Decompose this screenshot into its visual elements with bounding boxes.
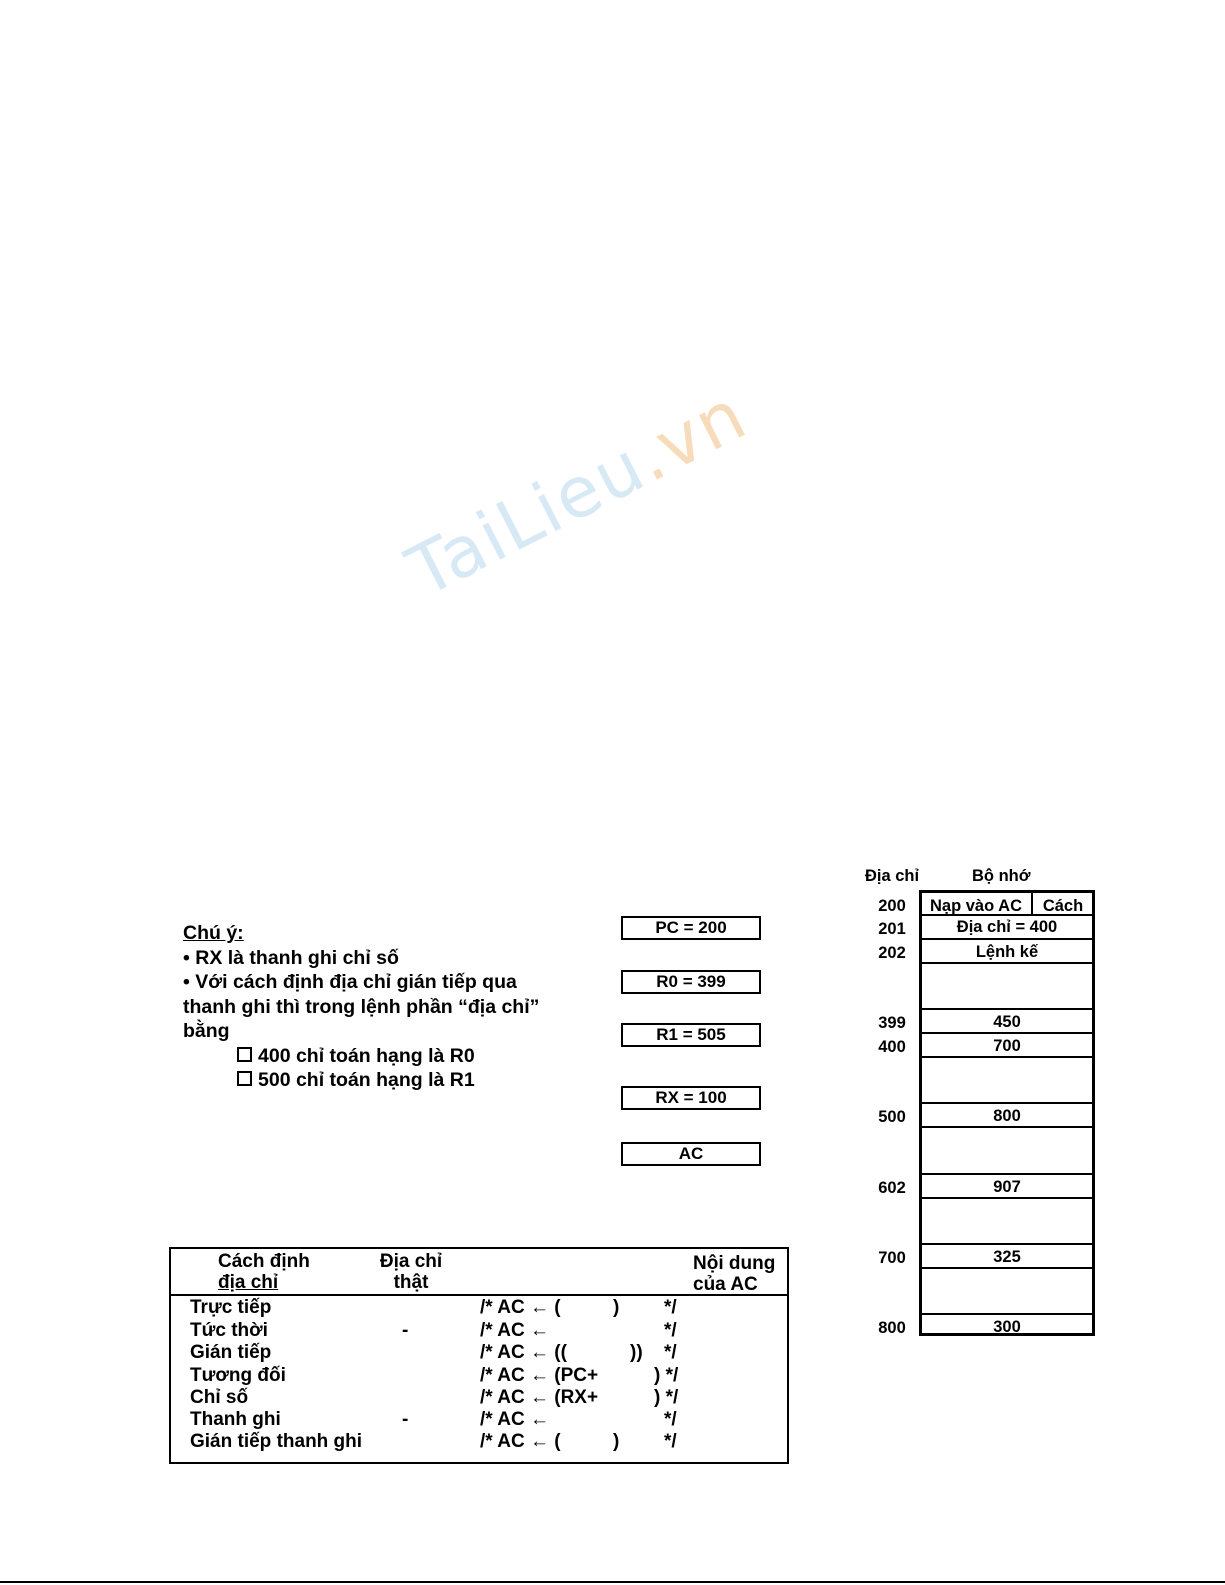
checkbox-square-icon [237,1071,252,1086]
table-row-close: ) [613,1431,620,1452]
header-content-line-2: của AC [693,1274,758,1295]
table-row-real: - [402,1409,409,1430]
memory-cell-mode: Cách [1042,897,1084,915]
memory-divider [919,1243,1095,1245]
memory-split-divider [1031,891,1033,915]
header-real-line-2: thật [393,1272,429,1293]
memory-address: 800 [878,1319,906,1337]
header-real-address [375,1251,447,1293]
register-pc: PC = 200 [621,916,761,940]
memory-address: 602 [878,1179,906,1197]
note-item-1-text: 400 chỉ toán hạng là R0 [258,1044,475,1067]
note-block [183,921,603,1093]
memory-divider [919,1126,1095,1128]
table-row-mode: Thanh ghi [190,1409,281,1430]
table-row-end: */ [664,1297,677,1318]
table-row-end: */ [664,1409,677,1430]
table-row-expr: /* AC ← (PC+ [480,1365,599,1386]
table-row-mode: Chỉ số [190,1387,249,1408]
memory-cell-value: 300 [993,1318,1021,1336]
memory-divider [919,1102,1095,1104]
table-row-expr: /* AC ← (RX+ [480,1387,599,1408]
memory-divider [919,1032,1095,1034]
memory-content-header: Bộ nhớ [972,867,1031,885]
header-mode-line-1: Cách định [218,1251,310,1272]
note-item-2 [183,1068,603,1093]
page-bottom-rule [0,1581,1225,1583]
table-row-expr: /* AC ← ( [480,1297,561,1318]
table-row-mode: Tức thời [190,1320,268,1341]
memory-cell-value: 800 [993,1107,1021,1125]
memory-address-header: Địa chỉ [865,867,920,885]
table-row-close: )) [630,1342,643,1363]
table-row-end: ) */ [654,1387,679,1408]
memory-cell-value: 450 [993,1013,1021,1031]
memory-address: 400 [878,1038,906,1056]
table-row-expr: /* AC ← [480,1409,549,1430]
checkbox-square-icon [237,1047,252,1062]
memory-divider [919,1056,1095,1058]
note-line-1: • RX là thanh ghi chỉ số [183,946,399,969]
note-line-2: • Với cách định địa chỉ gián tiếp qua [183,971,517,993]
table-row-end: ) */ [654,1365,679,1386]
table-row-end: */ [664,1431,677,1452]
memory-divider [919,938,1095,940]
memory-cell-value: 325 [993,1248,1021,1266]
register-r1: R1 = 505 [621,1023,761,1047]
table-row-expr: /* AC ← [480,1320,549,1341]
watermark-suffix: .vn [620,373,760,499]
note-title: Chú ý: [183,922,244,944]
memory-address: 202 [878,944,906,962]
table-row-expr: /* AC ← (( [480,1342,567,1363]
register-ac: AC [621,1142,761,1166]
note-line-4: bằng [183,1020,230,1042]
memory-divider [919,1173,1095,1175]
memory-cell-value: 907 [993,1178,1021,1196]
memory-divider [919,1313,1095,1315]
note-item-1 [183,1044,603,1069]
memory-divider [919,1008,1095,1010]
memory-address: 500 [878,1108,906,1126]
note-line-3: thanh ghi thì trong lệnh phần “địa chỉ” [183,995,540,1018]
memory-cell-value: Địa chỉ = 400 [956,918,1058,936]
register-rx: RX = 100 [621,1086,761,1110]
memory-cell-value: Lệnh kế [975,943,1039,961]
memory-divider [919,1267,1095,1269]
table-row-mode: Trực tiếp [190,1297,272,1318]
header-mode [218,1251,310,1293]
header-content-line-1: Nội dung [693,1253,776,1274]
header-ac-content [693,1253,775,1295]
header-real-line-1: Địa chỉ [379,1251,443,1272]
memory-address: 399 [878,1014,906,1032]
table-row-mode: Gián tiếp [190,1342,272,1363]
note-item-2-text: 500 chỉ toán hạng là R1 [258,1069,475,1091]
register-r0: R0 = 399 [621,970,761,994]
watermark-text: TaiLieu [395,424,659,614]
watermark-logo [395,373,760,613]
memory-address: 700 [878,1249,906,1267]
memory-address: 200 [878,897,906,915]
table-row-expr: /* AC ← ( [480,1431,561,1452]
memory-address: 201 [878,920,906,938]
memory-divider [919,1197,1095,1199]
table-row-real: - [402,1320,409,1341]
header-mode-line-2: địa chỉ [218,1272,279,1293]
memory-cell-opcode: Nạp vào AC [930,897,1022,915]
table-row-mode: Gián tiếp thanh ghi [190,1431,363,1452]
memory-divider [919,962,1095,964]
table-row-close: ) [613,1297,620,1318]
table-row-end: */ [664,1342,677,1363]
memory-cell-value: 700 [993,1037,1021,1055]
table-row-end: */ [664,1320,677,1341]
table-row-mode: Tương đối [190,1365,286,1386]
